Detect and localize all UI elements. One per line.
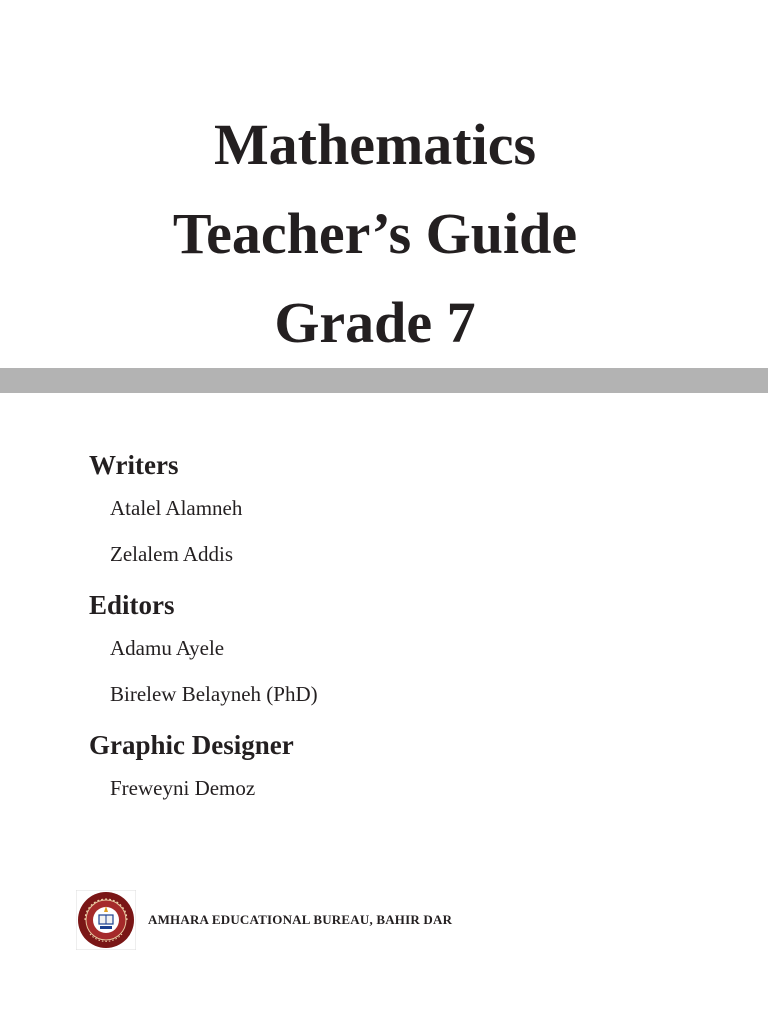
divider-band — [0, 368, 768, 393]
editors-heading: Editors — [89, 590, 175, 620]
publisher-name: AMHARA EDUCATIONAL BUREAU, BAHIR DAR — [148, 912, 453, 927]
writer-name: Atalel Alamneh — [110, 496, 243, 520]
publisher-footer — [76, 890, 452, 950]
title-guide: Teacher’s Guide — [172, 201, 578, 266]
editors-section — [89, 585, 689, 717]
writers-heading: Writers — [89, 450, 179, 480]
credits-list — [89, 445, 689, 819]
graphic-designer-section — [89, 725, 689, 811]
title-block — [0, 100, 750, 367]
writers-section — [89, 445, 689, 577]
graphic-designer-name: Freweyni Demoz — [110, 776, 256, 800]
bureau-seal-icon — [76, 890, 136, 950]
graphic-designer-heading: Graphic Designer — [89, 730, 294, 760]
title-subject: Mathematics — [213, 112, 537, 177]
editor-name: Adamu Ayele — [110, 636, 225, 660]
title-grade: Grade 7 — [274, 290, 476, 355]
writer-name: Zelalem Addis — [110, 542, 234, 566]
editor-name: Birelew Belayneh (PhD) — [110, 682, 318, 706]
